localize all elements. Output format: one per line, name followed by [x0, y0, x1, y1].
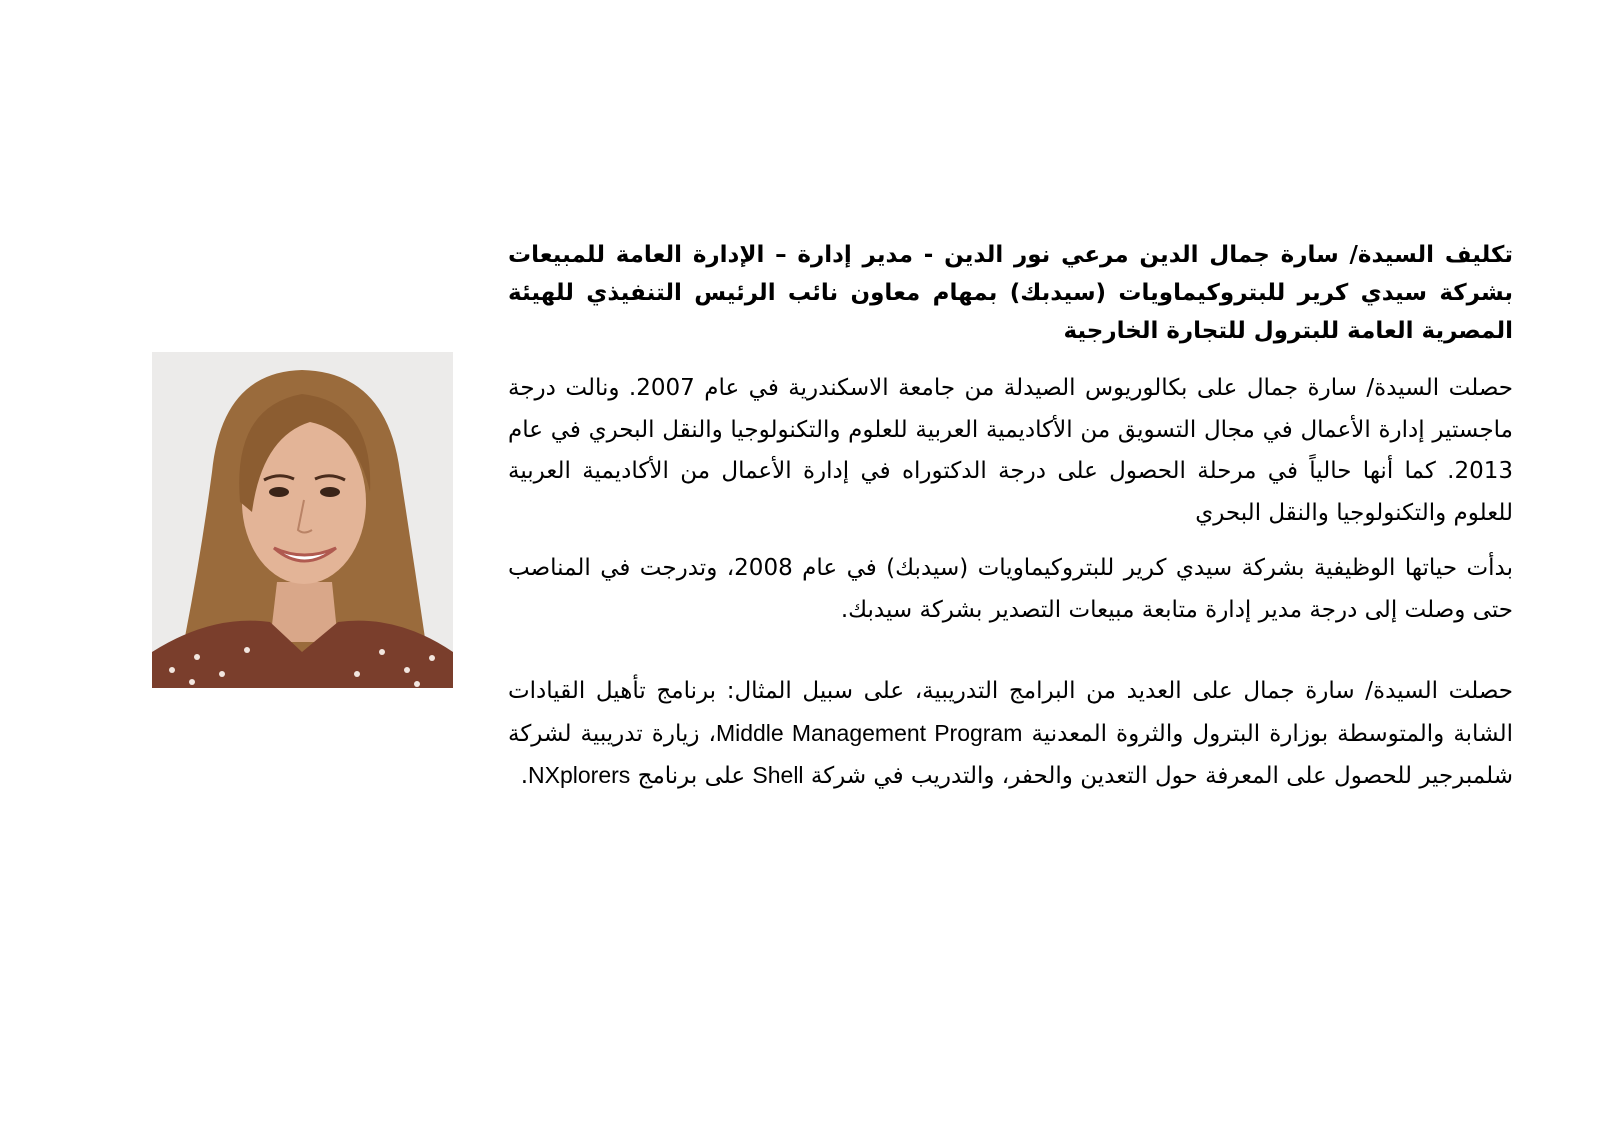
shell-company-name: Shell: [752, 762, 804, 788]
training-paragraph: [508, 671, 1513, 798]
nxplorers-program-name: NXplorers: [528, 762, 631, 788]
bio-content: [508, 236, 1513, 812]
training-text-part2: ، زيارة تدريبية لشركة شلمبرجير للحصول على المعرفة حول التعدين والحفر، والتدريب في شركة: [508, 720, 1513, 789]
training-text-part1: حصلت السيدة/ سارة جمال على العديد من البرامج التدريبية، على سبيل المثال: برنامج تأهيل القيادات الشابة والمتوسطة بوزارة البترول والثروة المعدنية: [508, 678, 1513, 747]
education-paragraph: حصلت السيدة/ سارة جمال على بكالوريوس الصيدلة من جامعة الاسكندرية في عام 2007. ونالت درجة ماجستير إدارة الأعمال في مجال التسويق من الأكاديمية العربية للعلوم والتكنولوجيا والنقل البحري في عام 2013. كما أنها حالياً في مرحلة الحصول على درجة الدكتوراه في إدارة الأعمال من الأكاديمية العربية للعلوم والتكنولوجيا والنقل البحري: [508, 375, 1513, 526]
middle-management-program-name: Middle Management Program: [715, 719, 1023, 746]
training-text-part4: .: [520, 763, 529, 789]
career-paragraph: بدأت حياتها الوظيفية بشركة سيدي كرير للبتروكيماويات (سيدبك) في عام 2008، وتدرجت في المناصب حتى وصلت إلى درجة مدير إدارة متابعة مبيعات التصدير بشركة سيدبك.: [508, 555, 1513, 623]
portrait-photo: [152, 352, 453, 688]
training-text-part3: على برنامج: [630, 763, 753, 789]
assignment-title: تكليف السيدة/ سارة جمال الدين مرعي نور الدين - مدير إدارة – الإدارة العامة للمبيعات بشركة سيدي كرير للبتروكيماويات (سيدبك) بمهام معاون نائب الرئيس التنفيذي للهيئة المصرية العامة للبترول للتجارة الخارجية: [508, 242, 1513, 344]
portrait-icon: [152, 352, 453, 688]
